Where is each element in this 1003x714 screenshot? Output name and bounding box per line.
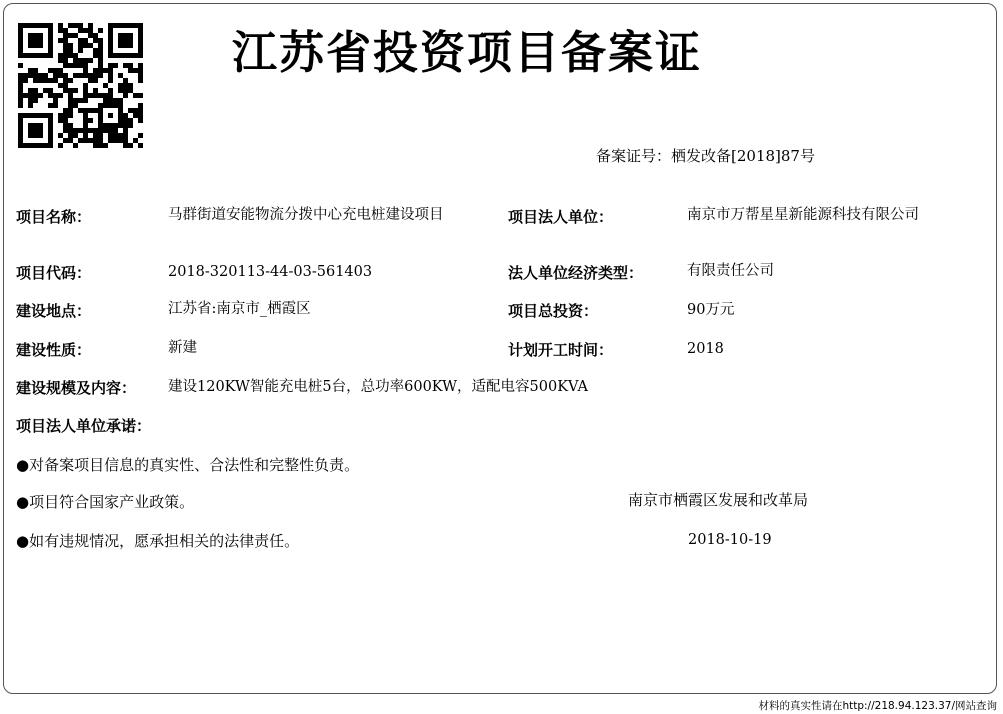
start-time-value: 2018: [687, 341, 724, 357]
commitment-item: ●对备案项目信息的真实性、合法性和完整性负责。: [16, 456, 360, 474]
location-value: 江苏省:南京市_栖霞区: [168, 301, 311, 317]
legal-unit-value: 南京市万帮星星新能源科技有限公司: [687, 207, 919, 223]
location-label: 建设地点：: [16, 302, 92, 320]
issuer-name: 南京市栖霞区发展和改革局: [628, 491, 809, 509]
legal-unit-label: 项目法人单位：: [508, 208, 614, 226]
project-code-value: 2018-320113-44-03-561403: [168, 264, 373, 280]
nature-label: 建设性质：: [16, 341, 92, 359]
scale-label: 建设规模及内容：: [16, 379, 137, 397]
project-name-label: 项目名称：: [16, 208, 92, 226]
issue-date: 2018-10-19: [688, 532, 772, 548]
nature-value: 新建: [168, 340, 197, 356]
registration-number: 备案证号：栖发改备[2018]87号: [596, 147, 815, 165]
scale-value: 建设120KW智能充电桩5台，总功率600KW，适配电容500KVA: [168, 379, 588, 395]
total-investment-value: 90万元: [687, 302, 735, 318]
total-investment-label: 项目总投资：: [508, 302, 599, 320]
verification-footer: 材料的真实性请在http://218.94.123.37/网站查询: [758, 700, 997, 712]
qr-code-image: [18, 23, 143, 148]
start-time-label: 计划开工时间：: [508, 341, 614, 359]
document-frame: [3, 3, 997, 694]
document-title: 江苏省投资项目备案证: [232, 26, 703, 79]
project-code-label: 项目代码：: [16, 264, 92, 282]
commitment-item: ●如有违规情况，愿承担相关的法律责任。: [16, 532, 300, 550]
commitment-heading: 项目法人单位承诺：: [16, 417, 152, 435]
commitment-item: ●项目符合国家产业政策。: [16, 493, 195, 511]
economic-type-value: 有限责任公司: [687, 263, 774, 279]
economic-type-label: 法人单位经济类型：: [508, 264, 644, 282]
project-name-value: 马群街道安能物流分拨中心充电桩建设项目: [168, 207, 444, 223]
